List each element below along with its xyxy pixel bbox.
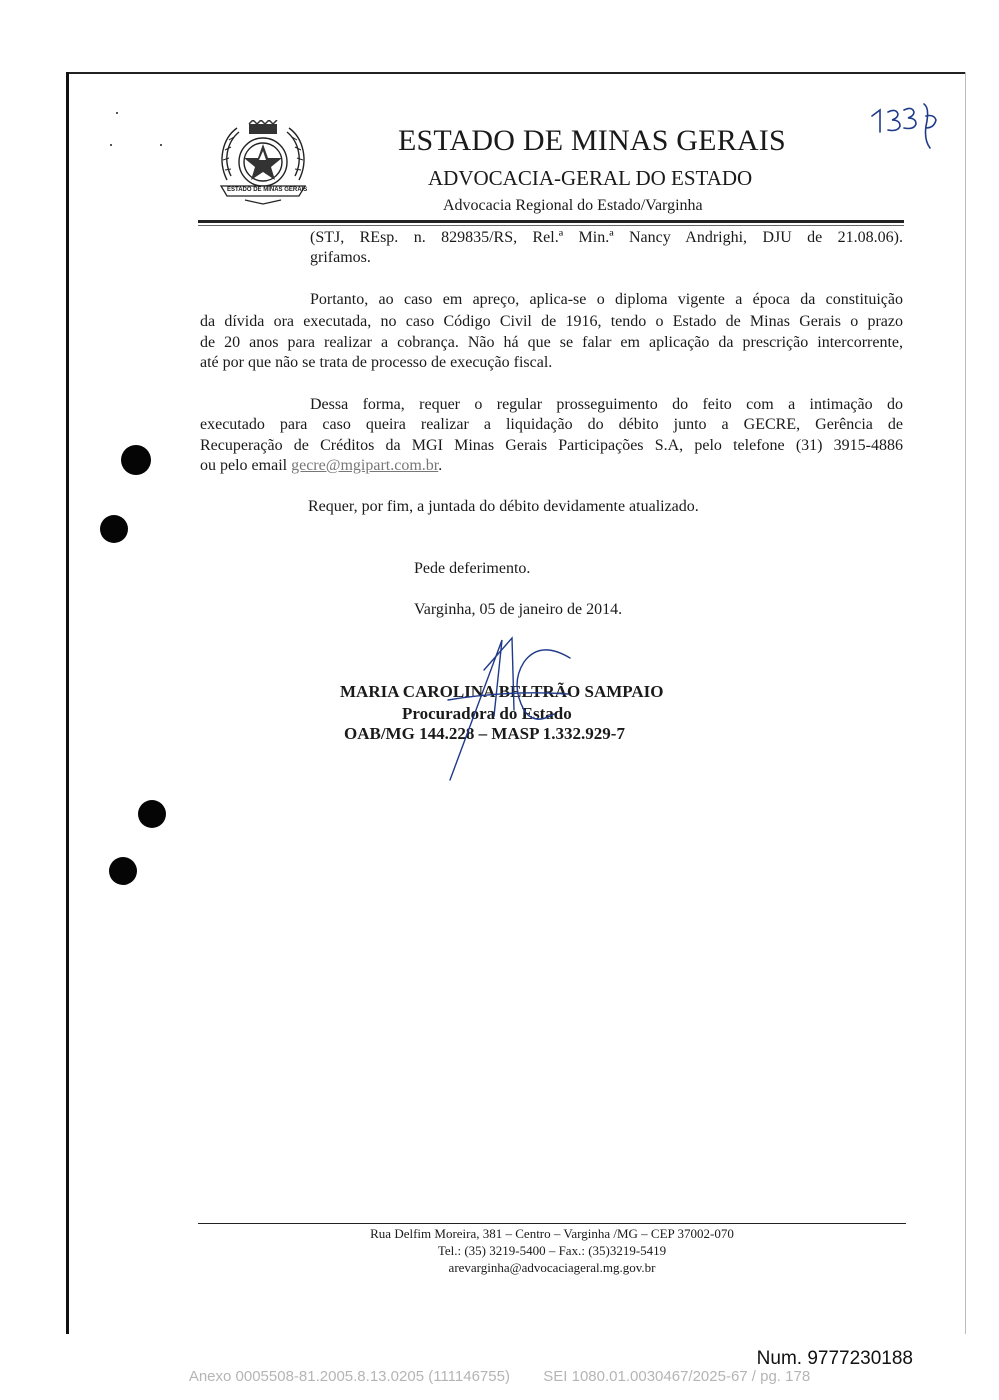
citation-end: grifamos.: [310, 249, 371, 266]
signatory-role: Procuradora do Estado: [402, 704, 572, 723]
paragraph-1-line: de 20 anos para realizar a cobrança. Não há que se falar em aplicação da prescrição intercorrente,: [200, 334, 903, 351]
email-suffix: .: [438, 457, 443, 474]
punch-hole: [109, 857, 137, 885]
punch-hole: [121, 445, 151, 475]
handwritten-page-number: [866, 96, 946, 156]
paragraph-1-line: Portanto, ao caso em apreço, aplica-se o diploma vigente a época da constituição: [310, 291, 903, 308]
annex-watermark: Anexo 0005508-81.2005.8.13.0205 (111146755) SEI 1080.01.0030467/2025-67 / pg. 178: [188, 1368, 811, 1385]
email-link[interactable]: gecre@mgipart.com.br: [291, 457, 439, 474]
citation-line: (STJ, REsp. n. 829835/RS, Rel.ª Min.ª Nancy Andrighi, DJU de 21.08.06).: [310, 229, 903, 246]
footer-address: Rua Delfim Moreira, 381 – Centro – Varginha /MG – CEP 37002-070: [370, 1226, 734, 1241]
paragraph-3: Requer, por fim, a juntada do débito devidamente atualizado.: [308, 498, 699, 515]
signatory-registration: OAB/MG 144.228 – MASP 1.332.929-7: [344, 724, 625, 743]
scan-speck: [110, 144, 112, 146]
scan-speck: [160, 144, 162, 146]
paragraph-2-line: Dessa forma, requer o regular prosseguimento do feito com a intimação do: [310, 396, 903, 413]
scan-speck: [116, 112, 118, 114]
paragraph-2-line: Recuperação de Créditos da MGI Minas Gerais Participações S.A, pelo telefone (31) 3915-4886: [200, 437, 903, 454]
seal-ribbon-text: ESTADO DE MINAS GERAIS: [227, 187, 308, 193]
footer-email: arevarginha@advocaciageral.mg.gov.br: [448, 1260, 656, 1275]
punch-hole: [100, 515, 128, 543]
document-subtitle: ADVOCACIA-GERAL DO ESTADO: [428, 166, 753, 190]
paragraph-1-line: da dívida ora executada, no caso Código Civil de 1916, tendo o Estado de Minas Gerais o prazo: [200, 313, 903, 330]
scan-right-edge: [965, 72, 966, 1334]
state-coat-of-arms: [215, 120, 311, 206]
email-prefix: ou pelo email: [200, 457, 288, 474]
punch-hole: [138, 800, 166, 828]
scan-left-edge: [66, 72, 69, 1334]
paragraph-2-line: executado para caso queira realizar a liquidação do débito junto a GECRE, Gerência de: [200, 416, 903, 433]
header-rule-thin: [198, 225, 904, 226]
footer-phone: Tel.: (35) 3219-5400 – Fax.: (35)3219-5419: [437, 1243, 667, 1258]
paragraph-2-last-line: [200, 456, 442, 477]
paragraph-1-line: até por que não se trata de processo de execução fiscal.: [200, 354, 553, 371]
place-date: Varginha, 05 de janeiro de 2014.: [414, 601, 623, 618]
handwritten-signature: [430, 630, 590, 790]
closing: Pede deferimento.: [414, 560, 531, 577]
header-rule: [198, 220, 904, 223]
office-name: Advocacia Regional do Estado/Varginha: [443, 197, 703, 214]
signatory-name: MARIA CAROLINA BELTRÃO SAMPAIO: [340, 682, 664, 701]
document-title: ESTADO DE MINAS GERAIS: [398, 124, 786, 157]
scan-top-edge: [66, 72, 966, 74]
footer-rule: [198, 1223, 906, 1224]
document-number: Num. 9777230188: [756, 1348, 913, 1369]
